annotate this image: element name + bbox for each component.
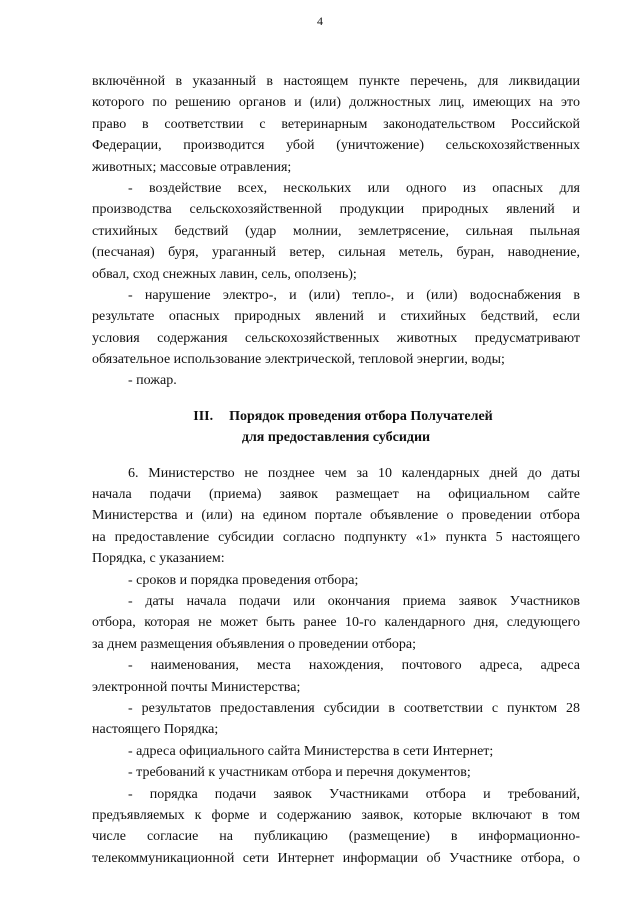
text-line: производства сельскохозяйственной продукции природных явлений и: [92, 202, 580, 218]
text-line: за днем размещения объявления о проведении отбора;: [92, 636, 416, 652]
page-number: 4: [317, 14, 323, 28]
text-line: право в соответствии с ветеринарным законодательством Российской: [92, 116, 580, 132]
list-item-procedure: [92, 784, 580, 870]
list-item-results: [92, 698, 580, 741]
text-line: - порядка подачи заявок Участниками отбора и требований,: [128, 786, 580, 802]
paragraph-intro: [92, 71, 580, 178]
section-number: III.: [193, 408, 214, 424]
text-line: (песчаная) буря, ураганный ветер, сильная метель, буран, наводнение,: [92, 245, 580, 261]
list-item-names: [92, 655, 580, 698]
text-line: включённой в указанный в настоящем пункте перечень, для ликвидации: [92, 74, 580, 89]
text-line: - наименования, места нахождения, почтового адреса, адреса: [128, 658, 580, 674]
list-item-dates: [92, 591, 580, 655]
text-line: настоящего Порядка;: [92, 722, 219, 738]
text-line: отбора, которая не может быть ранее 10-го календарного дня, следующего: [92, 615, 580, 631]
section-title-line2: для предоставления субсидии: [241, 430, 431, 446]
paragraph-natural-hazards: [92, 178, 580, 285]
text-line: Федерации, производится убой (уничтожение) сельскохозяйственных: [92, 138, 580, 154]
list-item-fire: - пожар.: [128, 373, 177, 389]
text-line: результате опасных природных явлений и стихийных бедствий, если: [92, 309, 580, 325]
text-line: стихийных бедствий (удар молнии, землетрясение, сильная пыльная: [92, 223, 580, 239]
text-line: которого по решению органов и (или) должностных лиц, имеющих на это: [92, 95, 580, 111]
paragraph-6: [92, 463, 580, 570]
text-line: - воздействие всех, нескольких или одного из опасных для: [128, 180, 580, 196]
text-line: - даты начала подачи или окончания приема заявок Участников: [128, 594, 580, 610]
list-item-requirements: - требований к участникам отбора и перечня документов;: [128, 765, 471, 781]
list-item-site: - адреса официального сайта Министерства в сети Интернет;: [128, 743, 494, 759]
text-line: - нарушение электро-, и (или) тепло-, и (или) водоснабжения в: [128, 287, 580, 303]
text-line: начала подачи (приема) заявок размещает на официальном сайте: [92, 487, 580, 503]
text-line: животных; массовые отравления;: [92, 159, 292, 175]
text-line: условия содержания сельскохозяйственных животных предусматривают: [92, 330, 580, 346]
text-line: числе согласие на публикацию (размещение) в информационно-: [92, 829, 580, 845]
text-line: электронной почты Министерства;: [92, 679, 301, 695]
text-line: - результатов предоставления субсидии в соответствии с пунктом 28: [128, 700, 580, 716]
paragraph-utilities: [92, 285, 580, 371]
text-line: обязательное использование электрической, тепловой энергии, воды;: [92, 352, 505, 368]
text-line: Порядка, с указанием:: [92, 551, 225, 567]
text-line: обвал, сход снежных лавин, сель, оползень);: [92, 266, 357, 282]
text-line: Министерства и (или) на едином портале объявление о проведении отбора: [92, 508, 580, 524]
document-body: [92, 71, 580, 869]
text-line: 6. Министерство не позднее чем за 10 календарных дней до даты: [128, 465, 580, 481]
section-heading: [92, 406, 580, 449]
list-item-terms: - сроков и порядка проведения отбора;: [128, 572, 359, 588]
text-line: на предоставление субсидии согласно подпункту «1» пункта 5 настоящего: [92, 529, 580, 545]
text-line: телекоммуникационной сети Интернет информации об Участнике отбора, о: [92, 850, 580, 866]
section-title-line1: Порядок проведения отбора Получателей: [229, 408, 493, 424]
text-line: предъявляемых к форме и содержанию заявок, которые включают в том: [92, 807, 580, 823]
